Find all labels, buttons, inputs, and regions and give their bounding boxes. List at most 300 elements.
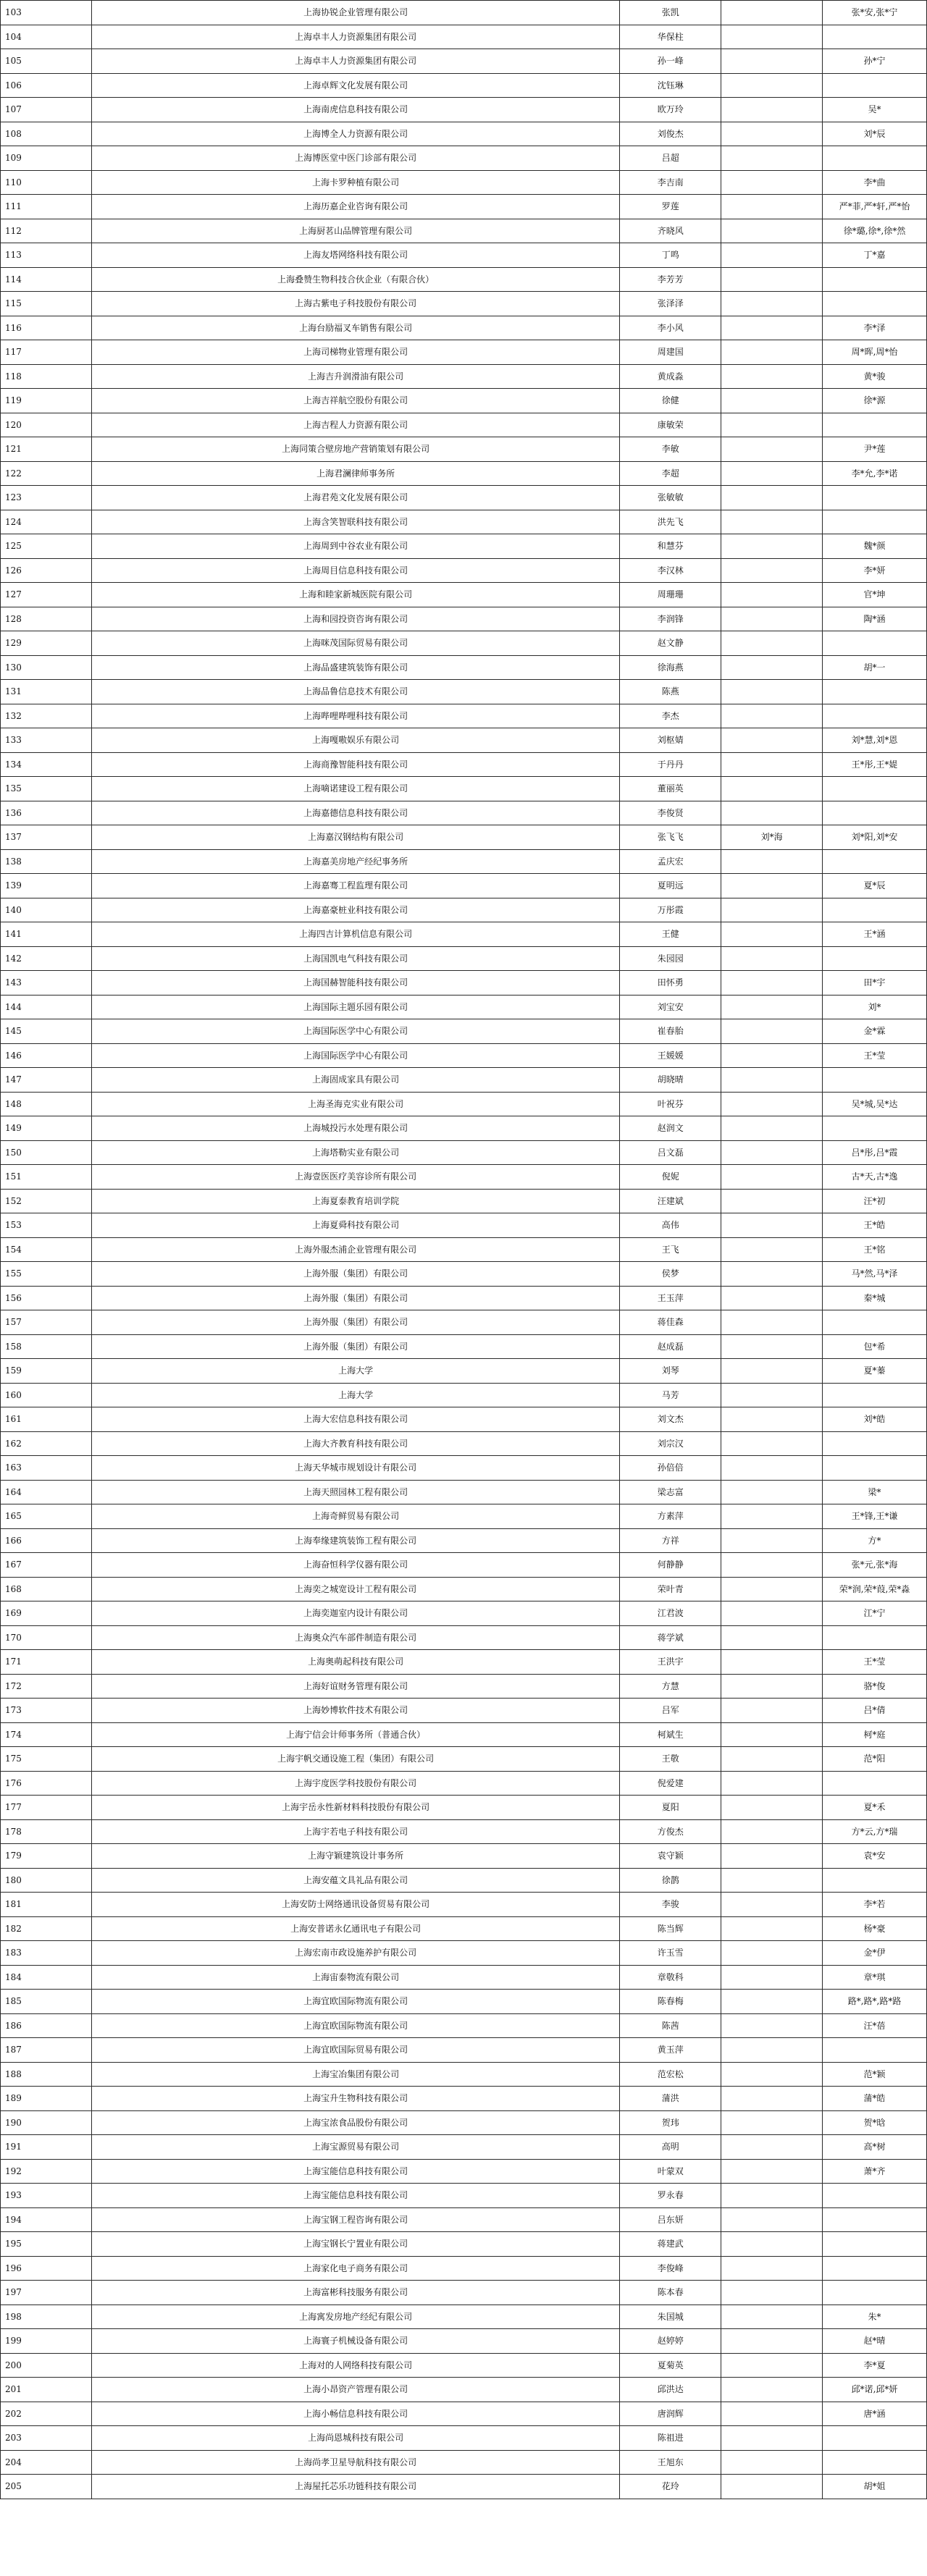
table-row (1, 1504, 927, 1529)
company-name-cell: 上海寓发房地产经纪有限公司 (91, 2304, 619, 2329)
extra-name-cell (721, 49, 823, 74)
row-number-cell: 123 (1, 486, 92, 510)
company-name-cell: 上海奥萌起科技有限公司 (91, 1650, 619, 1675)
row-number-cell: 184 (1, 1965, 92, 1990)
table-row (1, 704, 927, 728)
extra-name-cell (721, 1383, 823, 1407)
child-names-cell (823, 1068, 927, 1093)
employee-name-cell: 倪妮 (620, 1165, 721, 1190)
company-name-cell: 上海吉祥航空股份有限公司 (91, 389, 619, 413)
extra-name-cell (721, 1116, 823, 1141)
table-row (1, 1019, 927, 1044)
company-name-cell: 上海外服（集团）有限公司 (91, 1262, 619, 1287)
employee-name-cell: 章敬科 (620, 1965, 721, 1990)
company-name-cell: 上海小昂资产管理有限公司 (91, 2378, 619, 2402)
employee-name-cell: 陈燕 (620, 680, 721, 704)
employee-name-cell: 李骏 (620, 1893, 721, 1917)
company-name-cell: 上海卡罗种植有限公司 (91, 170, 619, 195)
table-row (1, 2281, 927, 2305)
extra-name-cell (721, 1601, 823, 1626)
child-names-cell (823, 2426, 927, 2451)
company-name-cell: 上海外服（集团）有限公司 (91, 1310, 619, 1335)
table-row (1, 1941, 927, 1966)
company-name-cell: 上海安普诺永亿通讯电子有限公司 (91, 1916, 619, 1941)
row-number-cell: 200 (1, 2353, 92, 2378)
extra-name-cell (721, 558, 823, 583)
company-name-cell: 上海宝能信息科技有限公司 (91, 2184, 619, 2208)
extra-name-cell (721, 2038, 823, 2063)
extra-name-cell (721, 413, 823, 437)
employee-name-cell: 李超 (620, 461, 721, 486)
row-number-cell: 144 (1, 995, 92, 1019)
employee-name-cell: 齐晓风 (620, 219, 721, 243)
child-names-cell (823, 946, 927, 971)
employee-name-cell: 陈当辉 (620, 1916, 721, 1941)
employee-name-cell: 江君波 (620, 1601, 721, 1626)
company-name-cell: 上海宝能信息科技有限公司 (91, 2159, 619, 2184)
extra-name-cell (721, 2353, 823, 2378)
company-name-cell: 上海尚恩城科技有限公司 (91, 2426, 619, 2451)
table-row (1, 2038, 927, 2063)
table-row (1, 98, 927, 122)
table-row (1, 1068, 927, 1093)
extra-name-cell (721, 1165, 823, 1190)
row-number-cell: 132 (1, 704, 92, 728)
table-row (1, 1868, 927, 1893)
company-name-cell: 上海安防士网络通讯设备贸易有限公司 (91, 1893, 619, 1917)
company-name-cell: 上海尚孝卫星导航科技有限公司 (91, 2450, 619, 2475)
employee-name-cell: 夏阳 (620, 1796, 721, 1820)
table-row (1, 170, 927, 195)
table-row (1, 1334, 927, 1359)
employee-name-cell: 李敏 (620, 437, 721, 462)
employee-name-cell: 李润锋 (620, 607, 721, 631)
extra-name-cell (721, 2135, 823, 2160)
company-name-cell: 上海哔哩哔哩科技有限公司 (91, 704, 619, 728)
row-number-cell: 122 (1, 461, 92, 486)
employee-name-cell: 徐鹊 (620, 1868, 721, 1893)
employee-name-cell: 王洪宇 (620, 1650, 721, 1675)
child-names-cell: 王*皓 (823, 1213, 927, 1238)
table-row (1, 801, 927, 825)
child-names-cell: 汪*蓓 (823, 2013, 927, 2038)
extra-name-cell (721, 631, 823, 656)
table-row (1, 1528, 927, 1553)
company-name-cell: 上海君苑文化发展有限公司 (91, 486, 619, 510)
company-name-cell: 上海宜欧国际物流有限公司 (91, 1990, 619, 2014)
company-name-cell: 上海卓丰人力资源集团有限公司 (91, 25, 619, 49)
child-names-cell: 金*霖 (823, 1019, 927, 1044)
extra-name-cell (721, 1310, 823, 1335)
child-names-cell: 王*锋,王*谦 (823, 1504, 927, 1529)
child-names-cell: 刘*慧,刘*恩 (823, 728, 927, 753)
row-number-cell: 172 (1, 1674, 92, 1699)
employee-name-cell: 田怀勇 (620, 971, 721, 996)
extra-name-cell (721, 1699, 823, 1723)
table-row (1, 607, 927, 631)
table-row (1, 2184, 927, 2208)
employee-name-cell: 欧万玲 (620, 98, 721, 122)
child-names-cell (823, 777, 927, 801)
company-name-cell: 上海和园投资咨询有限公司 (91, 607, 619, 631)
employee-name-cell: 陈茜 (620, 2013, 721, 2038)
child-names-cell: 范*颖 (823, 2062, 927, 2087)
table-row (1, 1699, 927, 1723)
company-name-cell: 上海好谊财务管理有限公司 (91, 1674, 619, 1699)
extra-name-cell (721, 2378, 823, 2402)
child-names-cell: 李*曲 (823, 170, 927, 195)
row-number-cell: 154 (1, 1237, 92, 1262)
employee-name-cell: 吕文磊 (620, 1140, 721, 1165)
child-names-cell (823, 73, 927, 98)
child-names-cell: 刘*辰 (823, 122, 927, 146)
company-name-cell: 上海四吉计算机信息有限公司 (91, 922, 619, 947)
company-name-cell: 上海古紫电子科技股份有限公司 (91, 292, 619, 316)
child-names-cell (823, 146, 927, 171)
extra-name-cell (721, 243, 823, 268)
extra-name-cell (721, 1431, 823, 1456)
extra-name-cell (721, 1893, 823, 1917)
child-names-cell: 丁*嘉 (823, 243, 927, 268)
extra-name-cell (721, 437, 823, 462)
extra-name-cell (721, 510, 823, 534)
extra-name-cell (721, 25, 823, 49)
extra-name-cell (721, 195, 823, 219)
table-row (1, 243, 927, 268)
row-number-cell: 186 (1, 2013, 92, 2038)
employee-name-cell: 许玉雪 (620, 1941, 721, 1966)
child-names-cell (823, 1116, 927, 1141)
table-row (1, 340, 927, 365)
extra-name-cell (721, 1722, 823, 1747)
table-row (1, 364, 927, 389)
employee-name-cell: 李芳芳 (620, 267, 721, 292)
row-number-cell: 198 (1, 2304, 92, 2329)
child-names-cell: 黄*骏 (823, 364, 927, 389)
table-row (1, 898, 927, 922)
company-name-cell: 上海塔勒实业有限公司 (91, 1140, 619, 1165)
child-names-cell: 刘*皓 (823, 1407, 927, 1432)
child-names-cell (823, 267, 927, 292)
row-number-cell: 158 (1, 1334, 92, 1359)
row-number-cell: 179 (1, 1844, 92, 1869)
child-names-cell: 田*宇 (823, 971, 927, 996)
row-number-cell: 106 (1, 73, 92, 98)
company-name-cell: 上海和睦家新城医院有限公司 (91, 583, 619, 607)
child-names-cell (823, 680, 927, 704)
employee-name-cell: 王旭东 (620, 2450, 721, 2475)
table-row (1, 2232, 927, 2257)
extra-name-cell (721, 1140, 823, 1165)
row-number-cell: 148 (1, 1092, 92, 1116)
child-names-cell (823, 631, 927, 656)
company-name-cell: 上海国赫智能科技有限公司 (91, 971, 619, 996)
employee-name-cell: 范宏松 (620, 2062, 721, 2087)
table-row (1, 2207, 927, 2232)
employee-name-cell: 蒲洪 (620, 2087, 721, 2111)
table-row (1, 2135, 927, 2160)
row-number-cell: 181 (1, 1893, 92, 1917)
row-number-cell: 145 (1, 1019, 92, 1044)
row-number-cell: 131 (1, 680, 92, 704)
extra-name-cell (721, 680, 823, 704)
extra-name-cell (721, 1262, 823, 1287)
company-name-cell: 上海周目信息科技有限公司 (91, 558, 619, 583)
row-number-cell: 109 (1, 146, 92, 171)
child-names-cell: 高*树 (823, 2135, 927, 2160)
extra-name-cell (721, 1916, 823, 1941)
table-row (1, 1916, 927, 1941)
extra-name-cell (721, 2256, 823, 2281)
extra-name-cell (721, 486, 823, 510)
company-name-cell: 上海对的人网络科技有限公司 (91, 2353, 619, 2378)
employee-name-cell: 方俊杰 (620, 1819, 721, 1844)
employee-name-cell: 康敏荣 (620, 413, 721, 437)
company-name-cell: 上海小畅信息科技有限公司 (91, 2402, 619, 2426)
extra-name-cell (721, 2304, 823, 2329)
row-number-cell: 177 (1, 1796, 92, 1820)
row-number-cell: 151 (1, 1165, 92, 1190)
table-row (1, 49, 927, 74)
extra-name-cell (721, 801, 823, 825)
employee-name-cell: 朱园园 (620, 946, 721, 971)
table-row (1, 1893, 927, 1917)
row-number-cell: 134 (1, 752, 92, 777)
extra-name-cell (721, 2062, 823, 2087)
row-number-cell: 119 (1, 389, 92, 413)
employee-name-cell: 贺玮 (620, 2110, 721, 2135)
company-name-cell: 上海天华城市规划设计有限公司 (91, 1456, 619, 1481)
table-row (1, 437, 927, 462)
row-number-cell: 117 (1, 340, 92, 365)
company-name-cell: 上海君澜律师事务所 (91, 461, 619, 486)
child-names-cell: 吴*城,吴*达 (823, 1092, 927, 1116)
table-row (1, 849, 927, 874)
child-names-cell: 方* (823, 1528, 927, 1553)
row-number-cell: 192 (1, 2159, 92, 2184)
row-number-cell: 168 (1, 1577, 92, 1601)
row-number-cell: 196 (1, 2256, 92, 2281)
employee-name-cell: 吕东妍 (620, 2207, 721, 2232)
table-row (1, 1819, 927, 1844)
row-number-cell: 205 (1, 2475, 92, 2499)
child-names-cell: 江*宁 (823, 1601, 927, 1626)
employee-name-cell: 和慧芬 (620, 534, 721, 559)
row-number-cell: 189 (1, 2087, 92, 2111)
row-number-cell: 142 (1, 946, 92, 971)
child-names-cell: 唐*涵 (823, 2402, 927, 2426)
row-number-cell: 156 (1, 1286, 92, 1310)
extra-name-cell (721, 1577, 823, 1601)
table-row (1, 1674, 927, 1699)
extra-name-cell (721, 267, 823, 292)
child-names-cell: 夏*蓁 (823, 1359, 927, 1384)
child-names-cell: 官*坤 (823, 583, 927, 607)
company-name-cell: 上海夏泰教育培训学院 (91, 1189, 619, 1213)
employee-name-cell: 吕军 (620, 1699, 721, 1723)
company-name-cell: 上海外服（集团）有限公司 (91, 1286, 619, 1310)
row-number-cell: 121 (1, 437, 92, 462)
table-row (1, 1189, 927, 1213)
row-number-cell: 199 (1, 2329, 92, 2354)
row-number-cell: 110 (1, 170, 92, 195)
table-row (1, 2087, 927, 2111)
table-row (1, 2329, 927, 2354)
table-row (1, 2062, 927, 2087)
row-number-cell: 166 (1, 1528, 92, 1553)
extra-name-cell (721, 728, 823, 753)
employee-name-cell: 蒋建武 (620, 2232, 721, 2257)
employee-name-cell: 王敬 (620, 1747, 721, 1772)
row-number-cell: 178 (1, 1819, 92, 1844)
company-name-cell: 上海屋托芯乐功链科技有限公司 (91, 2475, 619, 2499)
employee-name-cell: 唐润辉 (620, 2402, 721, 2426)
employee-name-cell: 周建国 (620, 340, 721, 365)
row-number-cell: 116 (1, 316, 92, 340)
company-name-cell: 上海宝钢工程咨询有限公司 (91, 2207, 619, 2232)
table-row (1, 2159, 927, 2184)
row-number-cell: 136 (1, 801, 92, 825)
company-name-cell: 上海卓辉文化发展有限公司 (91, 73, 619, 98)
child-names-cell: 柯*庭 (823, 1722, 927, 1747)
employee-name-cell: 荣叶青 (620, 1577, 721, 1601)
child-names-cell: 李*允,李*诺 (823, 461, 927, 486)
extra-name-cell (721, 316, 823, 340)
company-name-cell: 上海嘉汉钢结构有限公司 (91, 825, 619, 850)
row-number-cell: 107 (1, 98, 92, 122)
extra-name-cell (721, 2475, 823, 2499)
company-name-cell: 上海宏南市政设施养护有限公司 (91, 1941, 619, 1966)
employee-name-cell: 刘宝安 (620, 995, 721, 1019)
row-number-cell: 105 (1, 49, 92, 74)
row-number-cell: 190 (1, 2110, 92, 2135)
table-row (1, 2378, 927, 2402)
employee-name-cell: 华保柱 (620, 25, 721, 49)
child-names-cell (823, 292, 927, 316)
table-row (1, 1844, 927, 1869)
row-number-cell: 165 (1, 1504, 92, 1529)
row-number-cell: 174 (1, 1722, 92, 1747)
child-names-cell: 胡*姐 (823, 2475, 927, 2499)
table-row (1, 1, 927, 25)
row-number-cell: 115 (1, 292, 92, 316)
row-number-cell: 143 (1, 971, 92, 996)
table-row (1, 583, 927, 607)
company-name-cell: 上海厨茗山品牌管理有限公司 (91, 219, 619, 243)
table-row (1, 146, 927, 171)
row-number-cell: 163 (1, 1456, 92, 1481)
table-row (1, 1383, 927, 1407)
company-name-cell: 上海守颖建筑设计事务所 (91, 1844, 619, 1869)
company-name-cell: 上海天照园林工程有限公司 (91, 1480, 619, 1504)
row-number-cell: 201 (1, 2378, 92, 2402)
row-number-cell: 113 (1, 243, 92, 268)
employee-name-cell: 罗莲 (620, 195, 721, 219)
table-row (1, 2450, 927, 2475)
child-names-cell: 萧*齐 (823, 2159, 927, 2184)
extra-name-cell (721, 2450, 823, 2475)
table-row (1, 2110, 927, 2135)
employee-name-cell: 王媛媛 (620, 1043, 721, 1068)
company-name-cell: 上海宁信会计师事务所（普通合伙） (91, 1722, 619, 1747)
company-name-cell: 上海司梯物业管理有限公司 (91, 340, 619, 365)
employee-name-cell: 李俊峰 (620, 2256, 721, 2281)
child-names-cell: 夏*禾 (823, 1796, 927, 1820)
row-number-cell: 202 (1, 2402, 92, 2426)
employee-name-cell: 朱国城 (620, 2304, 721, 2329)
child-names-cell: 吕*倩 (823, 1699, 927, 1723)
row-number-cell: 133 (1, 728, 92, 753)
child-names-cell: 王*铭 (823, 1237, 927, 1262)
child-names-cell: 王*莹 (823, 1650, 927, 1675)
employee-name-cell: 张泽泽 (620, 292, 721, 316)
extra-name-cell (721, 971, 823, 996)
row-number-cell: 150 (1, 1140, 92, 1165)
employee-name-cell: 高明 (620, 2135, 721, 2160)
table-row (1, 1310, 927, 1335)
child-names-cell: 陶*涵 (823, 607, 927, 631)
child-names-cell: 蒲*皓 (823, 2087, 927, 2111)
company-name-cell: 上海嘉德信息科技有限公司 (91, 801, 619, 825)
row-number-cell: 171 (1, 1650, 92, 1675)
table-row (1, 73, 927, 98)
company-name-cell: 上海圣海克实业有限公司 (91, 1092, 619, 1116)
employee-name-cell: 刘宗汉 (620, 1431, 721, 1456)
company-name-cell: 上海吉程人力资源有限公司 (91, 413, 619, 437)
company-name-cell: 上海宜欧国际物流有限公司 (91, 2013, 619, 2038)
extra-name-cell (721, 1213, 823, 1238)
employee-name-cell: 徐海燕 (620, 655, 721, 680)
table-row (1, 680, 927, 704)
employee-name-cell: 李汉林 (620, 558, 721, 583)
employee-name-cell: 罗永春 (620, 2184, 721, 2208)
company-name-cell: 上海宝升生物科技有限公司 (91, 2087, 619, 2111)
child-names-cell: 杨*豪 (823, 1916, 927, 1941)
child-names-cell (823, 1431, 927, 1456)
table-row (1, 510, 927, 534)
extra-name-cell (721, 946, 823, 971)
table-row (1, 1237, 927, 1262)
child-names-cell: 孙*宁 (823, 49, 927, 74)
extra-name-cell (721, 1237, 823, 1262)
company-name-cell: 上海奕之城宽设计工程有限公司 (91, 1577, 619, 1601)
company-name-cell: 上海奋恒科学仪器有限公司 (91, 1553, 619, 1578)
employee-name-cell: 陈春梅 (620, 1990, 721, 2014)
company-name-cell: 上海咪茂国际贸易有限公司 (91, 631, 619, 656)
extra-name-cell (721, 1359, 823, 1384)
company-name-cell: 上海外服杰浦企业管理有限公司 (91, 1237, 619, 1262)
extra-name-cell (721, 340, 823, 365)
row-number-cell: 191 (1, 2135, 92, 2160)
row-number-cell: 149 (1, 1116, 92, 1141)
extra-name-cell (721, 1, 823, 25)
company-name-cell: 上海博医堂中医门诊部有限公司 (91, 146, 619, 171)
employee-name-cell: 孙倍倍 (620, 1456, 721, 1481)
extra-name-cell (721, 1407, 823, 1432)
row-number-cell: 108 (1, 122, 92, 146)
table-row (1, 825, 927, 850)
roster-table-body (1, 1, 927, 2499)
table-row (1, 1601, 927, 1626)
employee-name-cell: 赵成磊 (620, 1334, 721, 1359)
table-row (1, 292, 927, 316)
child-names-cell (823, 413, 927, 437)
employee-name-cell: 孙一峰 (620, 49, 721, 74)
table-row (1, 1140, 927, 1165)
extra-name-cell (721, 364, 823, 389)
extra-name-cell (721, 995, 823, 1019)
row-number-cell: 112 (1, 219, 92, 243)
